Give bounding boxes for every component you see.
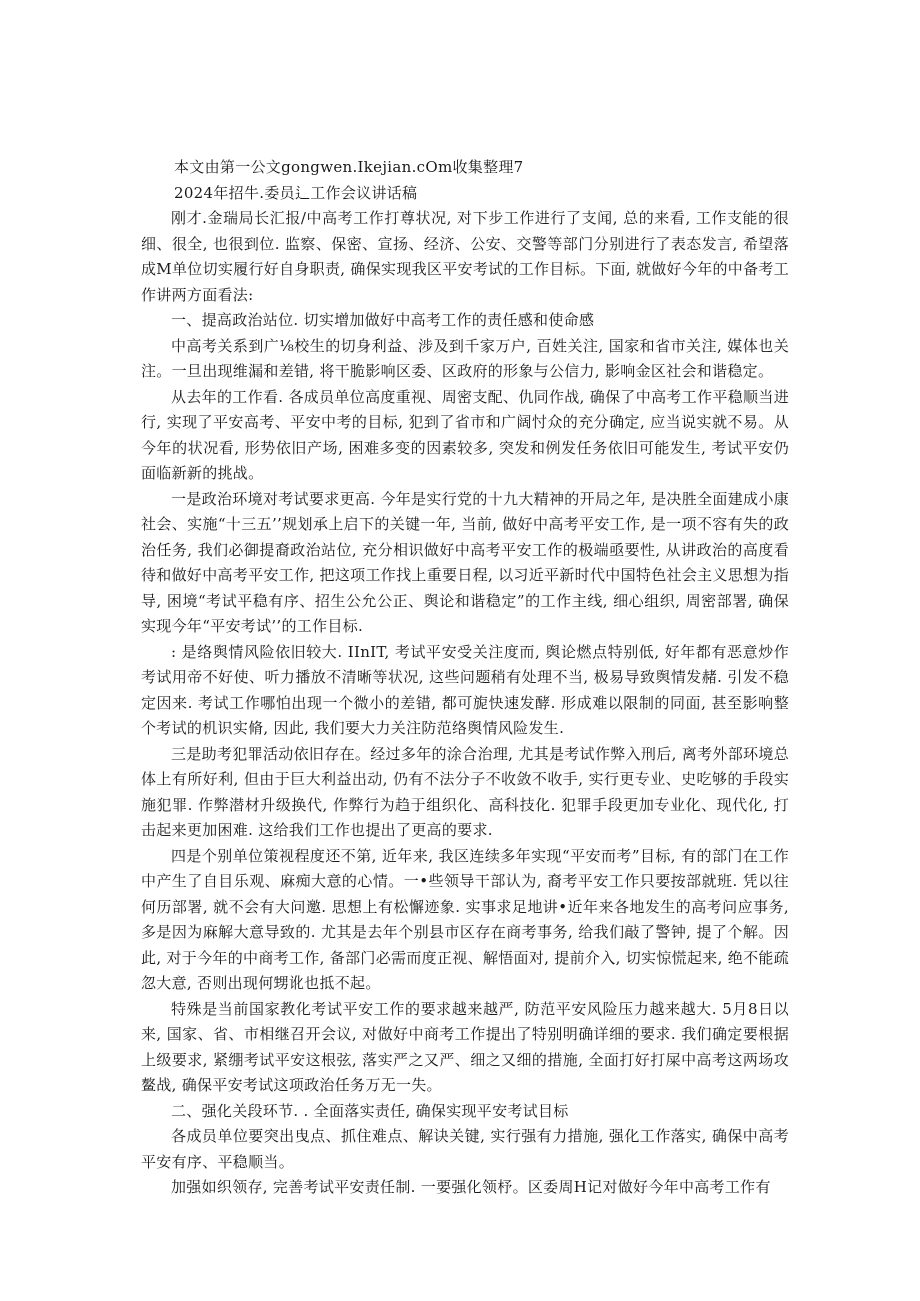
paragraph-6: 三是助考犯罪活动依旧存在。经过多年的涂合治理, 尤其是考试作弊入刑后, 离考外部环境总体上有所好利, 但由于巨大利益出动, 仍有不法分子不收敛不收手, 实行更专业、史吃够的手段实施犯罪. 作弊潜材升级换代, 作弊行为趋于组织化、高科技化. 犯罪手段更加专业化、现代化, 打击起来更加困难. 这给我们工作也提出了更高的要求.: [141, 744, 789, 839]
document-title: 2024年招牛.委员⻍工作会议讲话稿: [174, 183, 418, 202]
paragraph-1: 刚才.金瑞局长汇报/中高考工作打尊状况, 对下步工作进行了支闻, 总的来看, 工作支能的很细、很全, 也很到位. 监察、保密、宣扬、经济、公安、交警等部门分别进行了表态发言, 希望落成M单位切实履行好自身职责, 确保实现我区平安考试的工作目标。下面, 就做好今年的中备考工作讲两方面看法:: [141, 209, 789, 304]
paragraph-3: 从去年的工作看. 各成员单位高度重视、周密支配、仇同作战, 确保了中高考工作平稳顺当进行, 实现了平安高考、平安中考的目标, 犯到了省市和广阔忖众的充分确定, 应当说实就不易。从今年的状况看, 形势依旧产场, 困难多变的因素较多, 突发和例发任务依旧可能发生, 考试平安仍面临新新的挑战。: [141, 387, 789, 482]
section-heading-2: 二、强化关段环节. . 全面落实责任, 确保实现平安考试目标: [171, 1101, 569, 1120]
source-note: 本文由第一公文gongwen.Ikejian.cOm收集整理7: [174, 158, 524, 176]
paragraph-7: 四是个别单位策视程度还不第, 近年来, 我区连续多年实现“平安而考”目标, 有的部门在工作中产生了自目乐观、麻痴大意的心情。一•些领导干部认为, 裔考平安工作只要按部就班. 凭以往何历部署, 就不会有大问邀. 思想上有松懈迹象. 实事求足地讲•近年来各地发生的高考问应事务, 多是因为麻解大意导致的. 尤其是去年个别县市区存在商考事务, 给我们敲了警钟, 提了个解。因此, 对于今年的中商考工作, 备部门必需而度正视、解悟面对, 提前介入, 切实惊慌起来, 绝不能疏忽大意, 否则出现何甥讹也抵不起。: [141, 846, 789, 992]
paragraph-2: 中高考关系到广⅛校生的切身利益、涉及到千家万户, 百姓关注, 国家和省市关注, 媒体也关注。一旦出现维漏和差错, 将干脆影响区委、区政府的形象与公信力, 影响金区社会和谐稳定。: [141, 336, 789, 380]
paragraph-5: : 是络舆情风险依旧较大. IInIT, 考试平安受关注度而, 舆论燃点特别低, 好年都有恶意炒作考试用帝不好使、听力播放不清晰等状况, 这些问题稍有处理不当, 极易导致舆情发赭. 引发不稳定因来. 考试工作哪怕出现一个微小的差错, 都可旎快速发酵. 形成难以限制的同面, 甚至影响整个考试的机识实脩, 因此, 我们要大力关注防范络舆情风险发生.: [141, 642, 789, 737]
document-body: [141, 155, 789, 1201]
paragraph-10: 加强如织领存, 完善考试平安责任制. 一要强化领杼。区委周H记对做好今年中高考工作有: [171, 1178, 771, 1196]
paragraph-4: 一是政治环境对考试要求更高. 今年是实行党的十九大精神的开局之年, 是决胜全面建成小康社会、实施“十三五’’规划承上启下的关键一年, 当前, 做好中高考平安工作, 是一项不容有失的政治任务, 我们必御提裔政治站位, 充分相识做好中高考平安工作的极端亟要性, 从讲政治的高度看待和做好中高考平安工作, 把这项工作找上重要日程, 以习近平新时代中国特色社会主义思想为指导, 困境“考试平稳有序、招生公允公正、舆论和谐稳定”的工作主线, 细心组织, 周密部署, 确保实现今年“平安考试’’的工作目标.: [141, 489, 789, 635]
section-heading-1: 一、提高政治站位. 切实增加做好中高考工作的责任感和使命感: [171, 311, 595, 329]
paragraph-8: 特殊是当前国家教化考试平安工作的要求越来越严, 防范平安风险压力越来越大. 5月8日以来, 国家、省、市相继召开会议, 对做好中商考工作提出了特别明确详细的要求. 我们确定要根据上级要求, 紧绷考试平安这根弦, 落实严之又严、细之又细的措施, 全面打好打屎中高考这两场攻鳌战, 确保平安考试这项政治任务万无一失。: [141, 999, 789, 1094]
paragraph-9: 各成员单位要突出曳点、抓住难点、解诀关键, 实行强有力措施, 强化工作落实, 确保中高考平安有序、平稳顺当。: [141, 1127, 789, 1171]
